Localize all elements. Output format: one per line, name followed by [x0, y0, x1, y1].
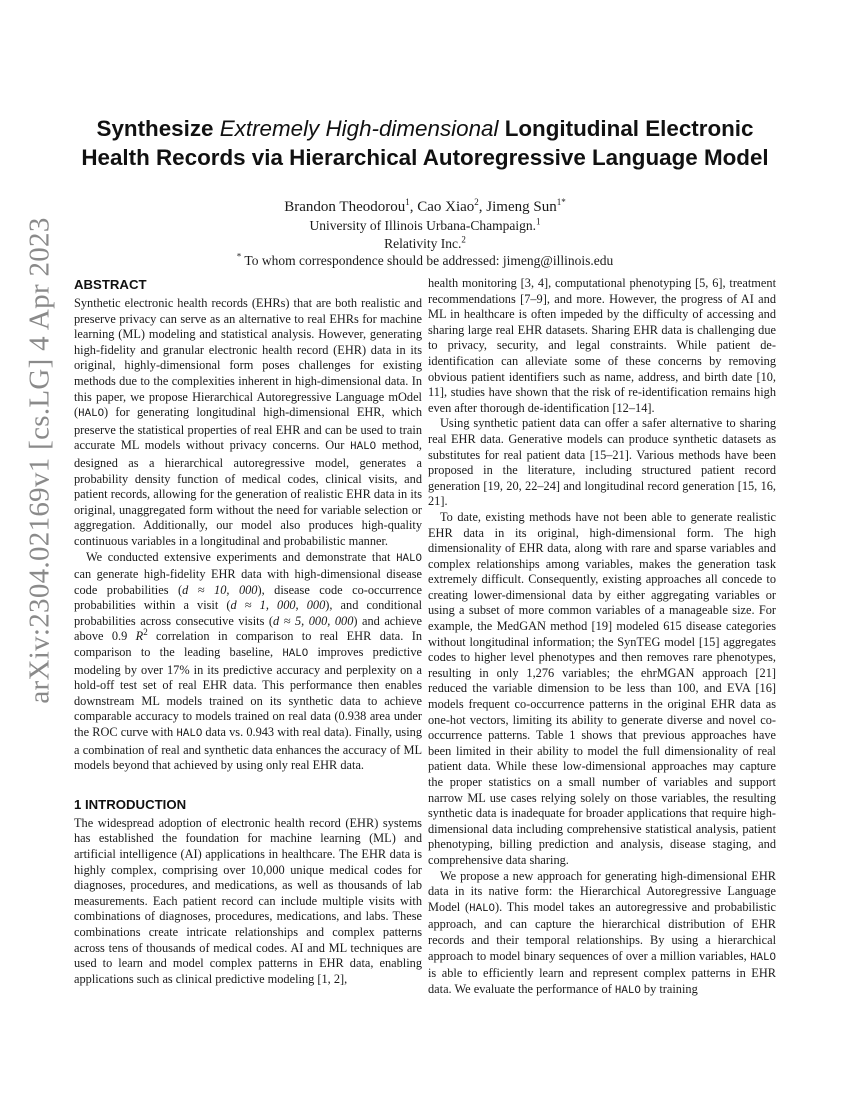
- title-italic: Extremely High-dimensional: [219, 116, 499, 141]
- introduction-heading: 1 INTRODUCTION: [74, 796, 187, 812]
- title-part-1: Synthesize: [96, 116, 220, 141]
- abstract-paragraph: Synthetic electronic health records (EHRs) that are both realistic and preserve privacy can serve as an alternative to real EHRs for machine learning (ML) modeling and statistical analysis. However, generating high-fidelity and granular electronic health record (EHR) data in its original, highly-dimensional form poses challenges for existing methods due to the complexities inherent in high-dimensional data. In this paper, we propose Hierarchical Autoregressive Language mOdel (HALO) for generating longitudinal high-dimensional EHR, which preserve the statistical properties of real EHR and can be used to train accurate ML models without privacy concerns. Our HALO method, designed as a hierarchical autoregressive model, generates a probability density function of medical codes, clinical visits, and patient records, allowing for the generation of realistic EHR data in its original, unaggregated form without the need for variable selection or aggregation. Additionally, our model also produces high-quality continuous variables in a longitudinal and probabilistic manner.: [74, 296, 422, 548]
- abstract-heading: ABSTRACT: [74, 277, 147, 292]
- body-paragraph: To date, existing methods have not been able to generate realistic EHR data in its original, high-dimensional form. The high dimensionality of EHR data, along with rare and sparse variables and complex relationships among variables, makes the generation task extremely difficult. Consequently, existing approaches all concede to creating lower-dimensional data by either aggregating variables or using a subset of more common variables of a manageable size. For example, the MedGAN method [19] modeled 615 disease categories without longitudinal information; the SynTEG model [15] aggregates codes to higher level phenotypes and then removes rare phenotypes, resulting in only 1,276 variables; the ehrMGAN approach [21] reduced the variable dimension to be less than 100, and EVA [16] models frequent co-occurrence patterns in the original EHR data as one-hot vectors, limiting its ability to generate diverse and novel co-occurrence patterns. Table 1 shows that previous approaches have been limited in their ability to model the full dimensionality of real patient data. While these low-dimensional approaches may capture the proper statistics on a small number of variables and support narrow ML use cases relying solely on those variables, the resulting synthetic data is inadequate for broader applications that require high-dimensional data including comprehensive statistical analysis, patient phenotyping, billing prediction and analysis, disease staging, and comprehensive data sharing.: [428, 509, 776, 867]
- affiliation: Relativity Inc.$^2$: [384, 234, 466, 251]
- introduction-paragraph: The widespread adoption of electronic health record (EHR) systems has established the foundation for machine learning (ML) and artificial intelligence (AI) applications in healthcare. The EHR data is highly complex, comprising over 10,000 unique medical codes for diagnoses, procedures, and medications, as well as thousands of lab measurements. Each patient record can include multiple visits with combinations of diagnoses, procedures, medications, and labs. These combinations create intricate relationships and complex patterns across tens of thousands of medical codes. AI and ML techniques are used to learn and model complex patterns in EHR data, enabling applications such as clinical predictive modeling [1, 2],: [74, 815, 422, 986]
- author-list: Brandon Theodorou$^1$, Cao Xiao$^2$, Jimeng Sun$^{1*}$: [284, 197, 566, 215]
- arxiv-identifier: arXiv:2304.02169v1 [cs.LG] 4 Apr 2023: [23, 216, 56, 704]
- body-paragraph: health monitoring [3, 4], computational phenotyping [5, 6], treatment recommendations [7–9], and more. However, the progress of AI and ML in healthcare is often impeded by the difficulty of accessing and sharing large real EHR datasets. Sharing EHR data is challenging due to privacy, security, and legal constraints. While patient de-identification can alleviate some of these concerns by removing obvious patient identifiers such as name, address, and birth date [10, 11], studies have shown that the risk of re-identification remains high even after thorough de-identification [12–14].: [428, 276, 776, 415]
- left-column: [74, 276, 422, 987]
- title-block: [74, 114, 776, 270]
- author-mark: 1*: [556, 197, 566, 207]
- body-paragraph: Using synthetic patient data can offer a safer alternative to sharing real EHR data. Generative models can produce synthetic datasets as substitutes for real patient data [15–21]. Various methods have been proposed in the literature, including structured patient record generation [19, 20, 22–24] and longitudinal record generation [15, 16, 21].: [428, 416, 776, 509]
- body-paragraph: We propose a new approach for generating high-dimensional EHR data in its native form: the Hierarchical Autoregressive Language Model (HALO). This model takes an autoregressive and probabilistic approach, and can capture the hierarchical distribution of EHR records and their temporal relationships. By using a hierarchical approach to model binary sequences of over a million variables, HALO is able to efficiently learn and represent complex patterns in EHR data. We evaluate the performance of HALO by training: [428, 868, 776, 997]
- author-name: Brandon Theodorou: [284, 199, 406, 215]
- right-column: [428, 276, 776, 999]
- author-name: Jimeng Sun: [486, 199, 557, 215]
- correspondence-note: * To whom correspondence should be addressed: jimeng@illinois.edu: [236, 251, 614, 268]
- author-mark: 1: [405, 197, 410, 207]
- title-part-2: Longitudinal Electronic Health Records via Hierarchical Autoregressive Language Model: [81, 116, 769, 170]
- paper-title: [74, 114, 776, 172]
- affiliation: University of Illinois Urbana-Champaign.$^1$: [309, 216, 541, 233]
- author-mark: 2: [474, 197, 479, 207]
- arxiv-stamp: [14, 216, 66, 704]
- abstract-paragraph: We conducted extensive experiments and demonstrate that HALO can generate high-fidelity EHR data with high-dimensional disease code probabilities (d ≈ 10, 000), disease code co-occurrence probabilities within a visit (d ≈ 1, 000, 000), and conditional probabilities across consecutive visits (d ≈ 5, 000, 000) and achieve above 0.9 $R^2$ correlation in comparison to real EHR data. In comparison to the leading baseline, HALO improves predictive modeling by over 17% in its predictive accuracy and perplexity on a hold-off test set of real EHR data. This performance then enables downstream ML models trained on its synthetic data to achieve comparable accuracy to models trained on real data (0.938 area under the ROC curve with HALO data vs. 0.943 with real data). Finally, using a combination of real and synthetic data enhances the accuracy of ML models beyond that achieved by using only real EHR data.: [74, 549, 423, 773]
- author-name: Cao Xiao: [417, 199, 475, 215]
